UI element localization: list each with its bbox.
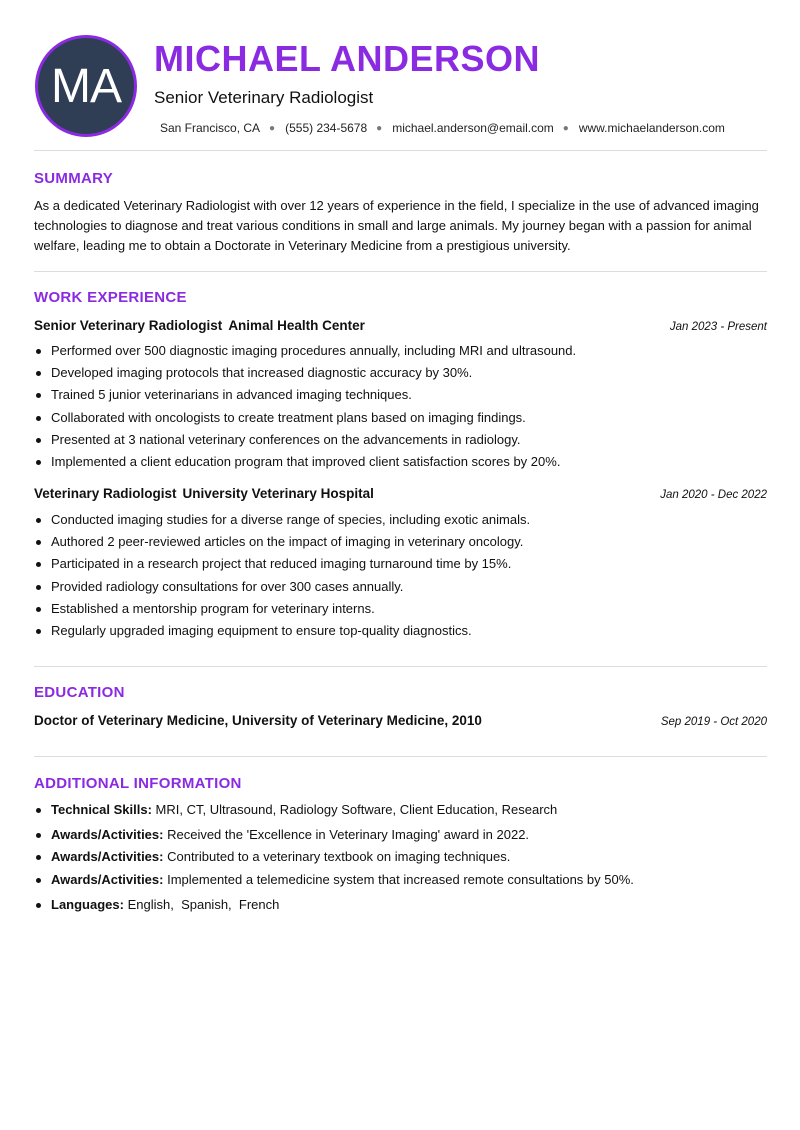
dot-separator-icon: ● (376, 122, 383, 134)
job-company: University Veterinary Hospital (182, 486, 374, 501)
divider (34, 756, 767, 757)
job-title: Veterinary Radiologist (34, 486, 177, 501)
divider (34, 150, 767, 151)
item-label: Awards/Activities: (51, 871, 164, 887)
list-item (34, 824, 767, 846)
list-item: Established a mentorship program for veterinary interns. (34, 598, 767, 620)
list-item: Performed over 500 diagnostic imaging procedures annually, including MRI and ultrasound. (34, 340, 767, 362)
avatar-initials: MA (51, 59, 121, 113)
list-item: Presented at 3 national veterinary conferences on the advancements in radiology. (34, 429, 767, 451)
list-item (34, 869, 767, 891)
dot-separator-icon: ● (269, 122, 276, 134)
job-header (34, 318, 767, 333)
list-item: Trained 5 junior veterinarians in advanced imaging techniques. (34, 384, 767, 406)
list-item (34, 846, 767, 868)
contact-phone[interactable]: (555) 234-5678 (285, 121, 368, 135)
item-text: English, Spanish, French (127, 896, 280, 912)
candidate-name: MICHAEL ANDERSON (154, 38, 541, 79)
education-entry (34, 713, 767, 728)
job-title: Senior Veterinary Radiologist (34, 318, 223, 333)
summary-text: As a dedicated Veterinary Radiologist with over 12 years of experience in the field, I specialize in the use of advanced imaging technologies to diagnose and treat various conditions in small and large animals. My journey began with a passion for animal welfare, leading me to obtain a Doctorate in Veterinary Medicine from a prestigious university. (34, 198, 759, 253)
item-text: Contributed to a veterinary textbook on imaging techniques. (167, 849, 511, 865)
job-dates: Jan 2023 - Present (669, 321, 767, 333)
contact-location: San Francisco, CA (160, 121, 261, 135)
education-degree: Doctor of Veterinary Medicine, University of Veterinary Medicine, 2010 (34, 713, 482, 728)
item-text: MRI, CT, Ultrasound, Radiology Software, Client Education, Research (155, 802, 558, 817)
job-company: Animal Health Center (228, 318, 365, 333)
additional-info-heading: ADDITIONAL INFORMATION (34, 775, 242, 792)
item-label: Awards/Activities: (51, 827, 164, 843)
avatar (35, 35, 137, 137)
contact-email[interactable]: michael.anderson@email.com (392, 121, 554, 135)
item-text: Implemented a telemedicine system that increased remote consultations by 50%. (167, 871, 634, 887)
list-item: Provided radiology consultations for over 300 cases annually. (34, 576, 767, 598)
list-item: Developed imaging protocols that increased diagnostic accuracy by 30%. (34, 362, 767, 384)
list-item: Collaborated with oncologists to create treatment plans based on imaging findings. (34, 407, 767, 429)
contact-website[interactable]: www.michaelanderson.com (578, 121, 725, 135)
contact-bar (160, 121, 725, 135)
job-role: Senior Veterinary Radiologist (154, 88, 374, 107)
list-item: Authored 2 peer-reviewed articles on the impact of imaging in veterinary oncology. (34, 531, 767, 553)
item-text: Received the 'Excellence in Veterinary Imaging' award in 2022. (167, 827, 530, 843)
list-item: Regularly upgraded imaging equipment to ensure top-quality diagnostics. (34, 620, 767, 642)
education-dates: Sep 2019 - Oct 2020 (660, 716, 767, 728)
dot-separator-icon: ● (562, 122, 569, 134)
item-label: Technical Skills: (51, 802, 152, 817)
job-title-line (34, 318, 365, 333)
job-header (34, 486, 767, 501)
list-item: Participated in a research project that reduced imaging turnaround time by 15%. (34, 553, 767, 575)
item-label: Awards/Activities: (51, 849, 164, 865)
summary-heading: SUMMARY (34, 170, 114, 187)
list-item: Conducted imaging studies for a diverse range of species, including exotic animals. (34, 509, 767, 531)
work-experience-heading: WORK EXPERIENCE (34, 289, 187, 306)
job-dates: Jan 2020 - Dec 2022 (660, 489, 767, 501)
list-item: Implemented a client education program that improved client satisfaction scores by 20%. (34, 451, 767, 473)
divider (34, 666, 767, 667)
divider (34, 271, 767, 272)
job-bullets (34, 340, 767, 473)
item-label: Languages: (51, 896, 124, 912)
education-heading: EDUCATION (34, 684, 125, 701)
job-bullets (34, 509, 767, 642)
additional-info-list (34, 799, 767, 916)
job-title-line (34, 486, 374, 501)
list-item (34, 894, 767, 916)
list-item (34, 799, 767, 821)
